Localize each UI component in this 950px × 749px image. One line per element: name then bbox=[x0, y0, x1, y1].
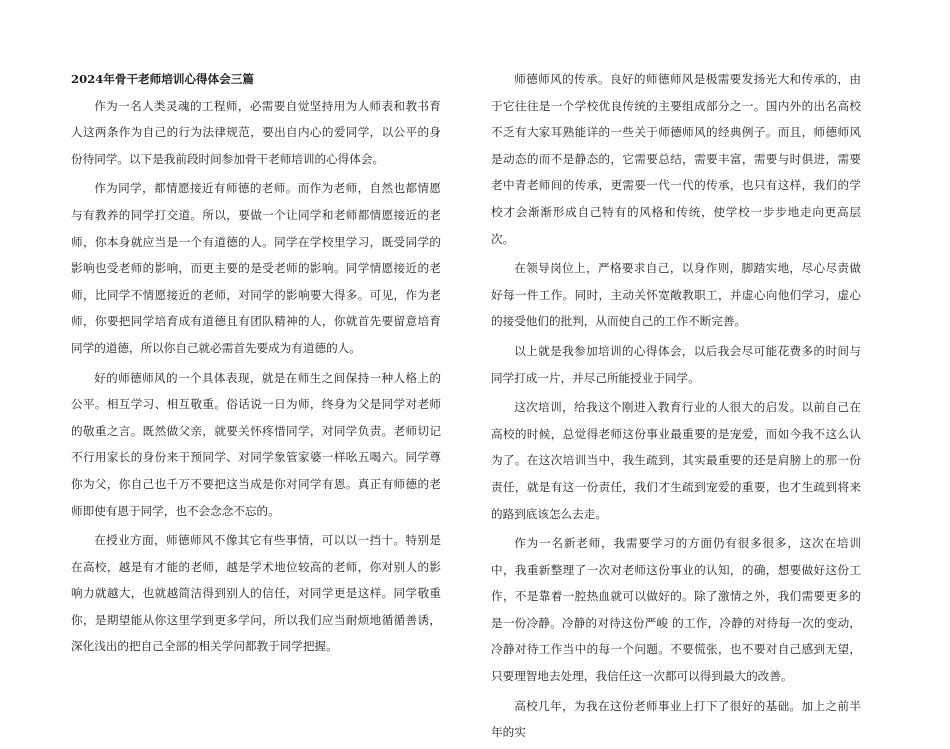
paragraph: 以上就是我参加培训的心得体会，以后我会尽可能花费多的时间与同学打成一片，并尽己所能授业于同学。 bbox=[491, 343, 861, 385]
paragraph: 师德师风的传承。良好的师德师风是极需要发扬光大和传承的，由于它往往是一个学校优良传统的主要组成部分之一。国内外的出名高校不乏有大家耳熟能详的一些关于师德师风的经典例子。而且，师德师风是动态的而不是静态的，它需要总结，需要丰富，需要与时俱进，需要老中青老师间的传承，更需要一代一代的传承，也只有这样，我们的学校才会渐渐形成自己特有的风格和传统，使学校一步步地走向更高层次。 bbox=[491, 72, 861, 246]
right-column bbox=[491, 66, 861, 749]
paragraph: 作为一名新老师，我需要学习的方面仍有很多很多，这次在培训中，我重新整理了一次对老师这份事业的认知，的确，想要做好这份工作，不是靠着一腔热血就可以做好的。除了激情之外，我们需要更多的是一份冷静。冷静的对待这份严峻 的工作，冷静的对待每一次的变动，冷静对待工作当中的每一个问题。不要慌张，也不要对自己感到无望，只要理智地去处理，我信任这一次都可以得到最大的改善。 bbox=[491, 536, 861, 684]
left-column bbox=[71, 66, 441, 663]
paragraph: 这次培训，给我这个刚进入教育行业的人很大的启发。以前自己在高校的时候，总觉得老师这份事业最重要的是宠爱，而如今我不这么认为了。在这次培训当中，我生疏到，其实最重要的还是肩膀上的那一份责任，就是有这一份责任，我们才生疏到宠爱的重要，也才生疏到将来的路到底该怎么去走。 bbox=[491, 400, 861, 521]
paragraph: 高校几年，为我在这份老师事业上打下了很好的基础。加上之前半年的实 bbox=[491, 698, 861, 740]
paragraph: 在授业方面，师德师风不像其它有些事情，可以以一挡十。特别是在高校，越是有才能的老师，越是学术地位较高的老师，你对别人的影响力就越大，也就越简洁得到别人的信任，对同学更是这样。同学敬重你，是期望能从你这里学到更多学问，所以我们应当耐烦地循循善诱，深化浅出的把自己全部的相关学问都教于同学把握。 bbox=[71, 533, 441, 654]
document-title: 2024年骨干老师培训心得体会三篇 bbox=[71, 72, 254, 86]
paragraph: 作为同学，都情愿接近有师德的老师。而作为老师，自然也都情愿与有教养的同学打交道。所以，要做一个让同学和老师都情愿接近的老师，你本身就应当是一个有道德的人。同学在学校里学习，既受同学的影响也受老师的影响，而更主要的是受老师的影响。同学情愿接近的老师，比同学不情愿接近的老师，对同学的影响要大得多。可见，作为老师，你要把同学培育成有道德且有团队精神的人，你就首先要留意培育同学的道德，所以你自己就必需首先要成为有道德的人。 bbox=[71, 181, 441, 355]
paragraph: 作为一名人类灵魂的工程师，必需要自觉坚持用为人师表和教书育人这两条作为自己的行为法律规范，要出自内心的爱同学，以公平的身份待同学。以下是我前段时间参加骨干老师培训的心得体会。 bbox=[71, 98, 441, 166]
paragraph: 在领导岗位上，严格要求自己，以身作则，脚踏实地，尽心尽责做好每一件工作。同时，主动关怀宽敞教职工，并虚心向他们学习，虚心的接受他们的批判，从而使自己的工作不断完善。 bbox=[491, 261, 861, 329]
paragraph: 好的师德师风的一个具体表现，就是在师生之间保持一种人格上的公平。相互学习、相互敬重。俗话说一日为师，终身为父是同学对老师的敬重之言。既然做父亲，就要关怀疼惜同学，对同学负责。老师切记不行用家长的身份来干预同学、对同学象管家婆一样吆五喝六。同学尊你为父，你自己也千万不要把这当成是你对同学有恩。真正有师德的老师即使有恩于同学，也不会念念不忘的。 bbox=[71, 370, 441, 518]
